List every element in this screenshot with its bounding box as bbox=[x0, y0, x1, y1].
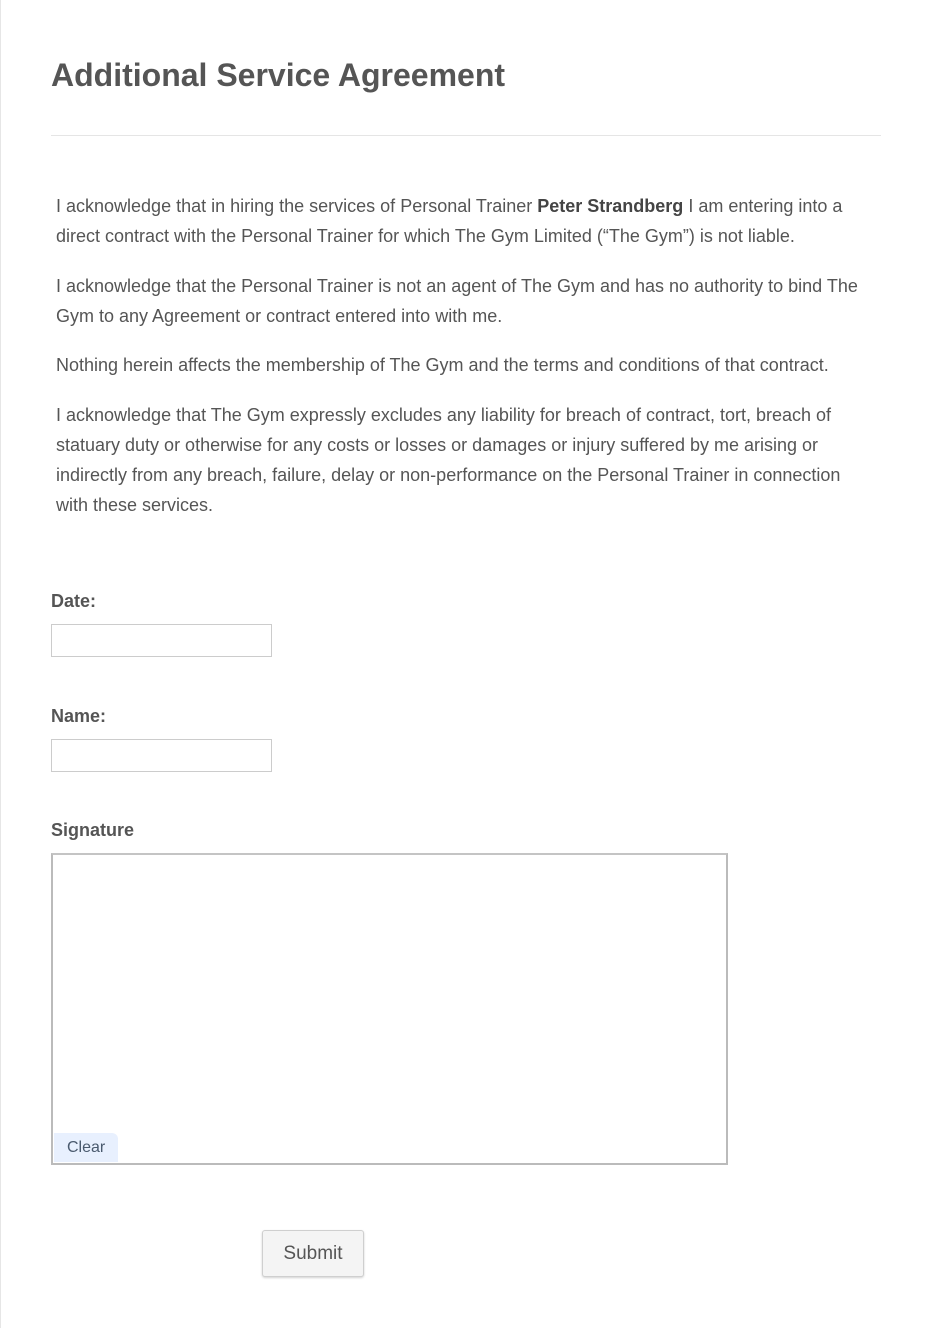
agreement-p1-end: I am entering into a direct contract with the Personal Trainer for which The Gym Limited (“The Gym”) is not liable. bbox=[56, 196, 843, 246]
trainer-name: Peter Strandberg bbox=[537, 196, 684, 216]
clear-signature-button[interactable]: Clear bbox=[54, 1133, 118, 1162]
agreement-paragraph-2: I acknowledge that the Personal Trainer is not an agent of The Gym and has no authority to bind The Gym to any Agreement or contract entered into with me. bbox=[56, 275, 858, 326]
agreement-paragraph-3: Nothing herein affects the membership of The Gym and the terms and conditions of that contract. bbox=[56, 355, 829, 375]
title-divider bbox=[51, 135, 881, 136]
agreement-paragraph-1 bbox=[56, 191, 876, 251]
agreement-text bbox=[56, 191, 876, 539]
agreement-paragraph-4: I acknowledge that The Gym expressly excludes any liability for breach of contract, tort, breach of statuary duty or otherwise for any costs or losses or damages or injury suffered by me arising or indirectly from any breach, failure, delay or non-performance on the Personal Trainer in connection with these services. bbox=[56, 404, 841, 515]
signature-pad[interactable] bbox=[51, 853, 728, 1165]
submit-button[interactable]: Submit bbox=[262, 1230, 364, 1277]
name-label: Name: bbox=[51, 706, 107, 726]
date-label: Date: bbox=[51, 591, 97, 611]
agreement-p1-start: I acknowledge that in hiring the services of Personal Trainer bbox=[56, 196, 538, 216]
signature-label: Signature bbox=[51, 820, 135, 840]
date-input[interactable] bbox=[51, 624, 272, 657]
name-input[interactable] bbox=[51, 739, 272, 772]
page-title: Additional Service Agreement bbox=[51, 57, 506, 93]
